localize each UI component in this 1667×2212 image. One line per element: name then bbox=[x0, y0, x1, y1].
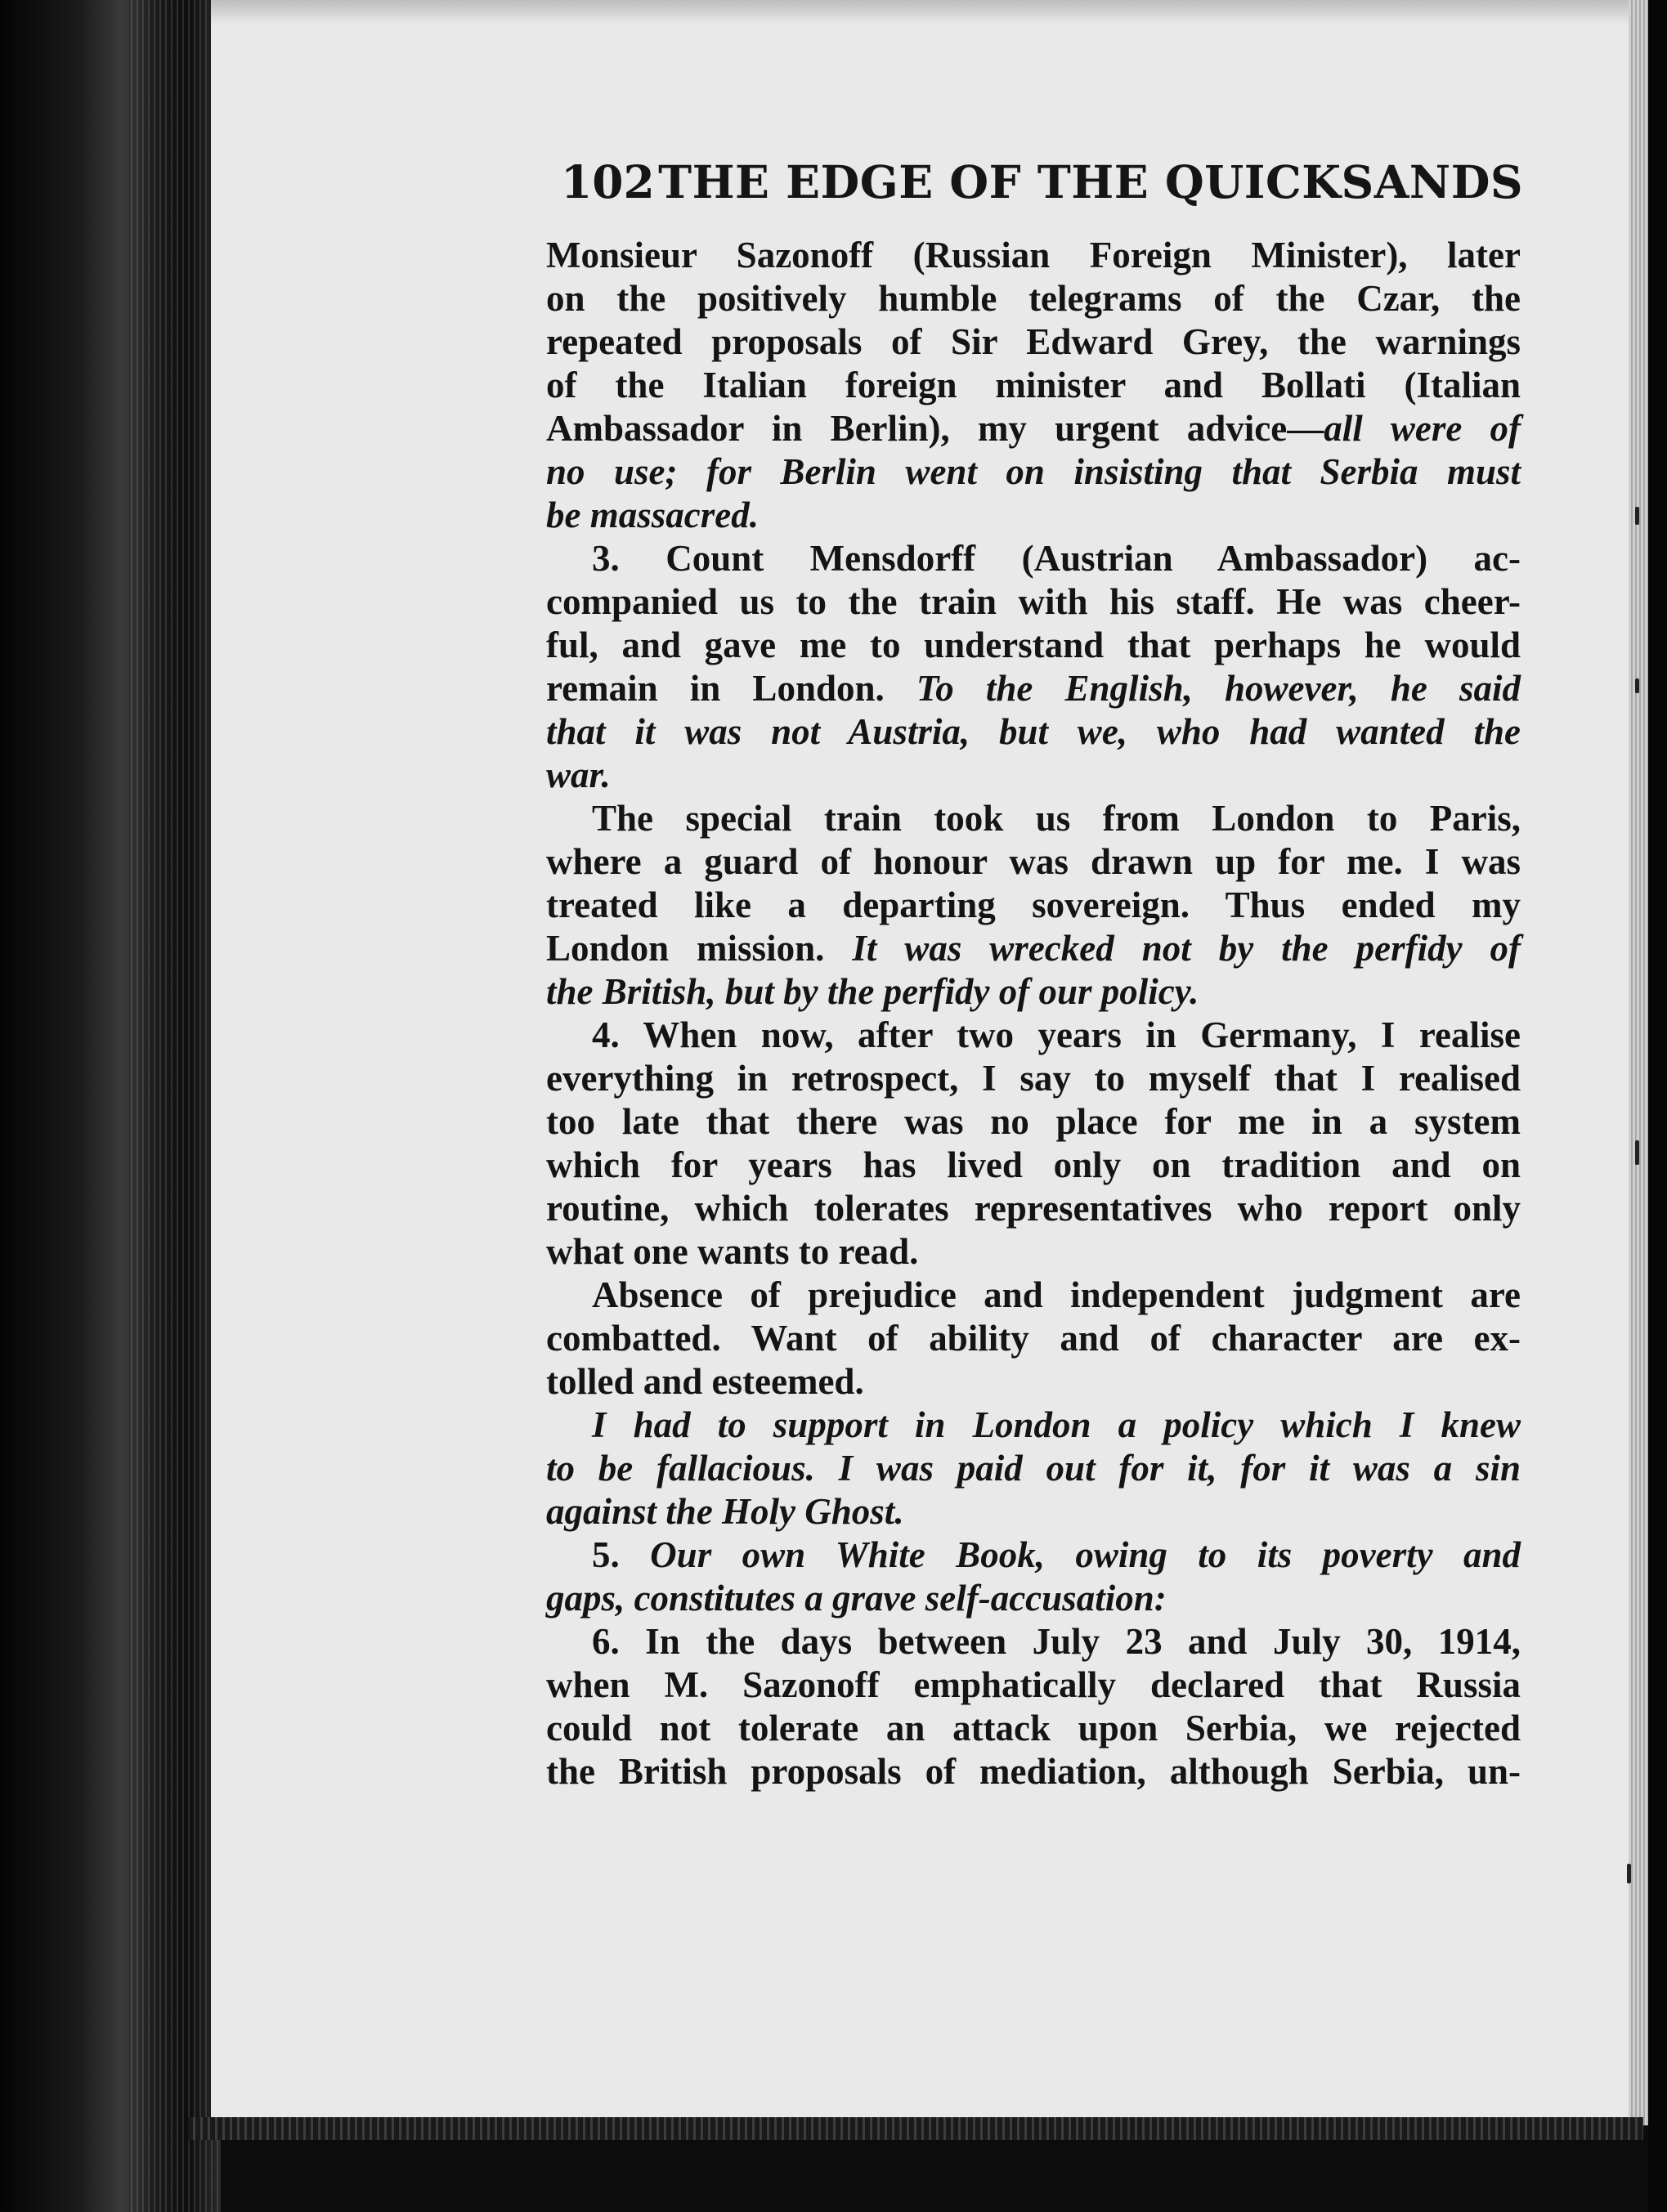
text-line bbox=[546, 234, 1521, 277]
text-line bbox=[546, 1187, 1521, 1230]
text-line bbox=[546, 1100, 1521, 1144]
text-line bbox=[546, 1750, 1521, 1793]
page-number: 102 bbox=[561, 155, 655, 208]
text-line bbox=[546, 537, 1521, 580]
text-segment: tolled and esteemed. bbox=[546, 1361, 864, 1402]
page-bottom-edge bbox=[188, 2117, 1643, 2140]
italic-text: the British, but by the perfidy of our policy. bbox=[546, 971, 1199, 1012]
page-right-edge bbox=[1629, 0, 1650, 2125]
text-line bbox=[546, 494, 1521, 537]
text-line bbox=[546, 624, 1521, 667]
text-line bbox=[546, 927, 1521, 970]
italic-text: against the Holy Ghost. bbox=[546, 1491, 904, 1532]
text-line bbox=[546, 710, 1521, 754]
text-line bbox=[546, 1534, 1521, 1577]
text-line bbox=[546, 450, 1521, 494]
text-segment: could not tolerate an attack upon Serbia, we rejected bbox=[546, 1708, 1521, 1749]
italic-text: It was wrecked not by the perfidy of bbox=[852, 928, 1521, 969]
text-line bbox=[546, 1490, 1521, 1534]
italic-text: Our own White Book, owing to its poverty and bbox=[650, 1534, 1521, 1575]
text-line bbox=[546, 407, 1521, 450]
text-segment: repeated proposals of Sir Edward Grey, the warnings bbox=[546, 321, 1521, 362]
text-segment: routine, which tolerates representatives who report only bbox=[546, 1188, 1521, 1229]
text-line bbox=[546, 320, 1521, 364]
italic-text: war. bbox=[546, 754, 611, 795]
text-line bbox=[546, 1707, 1521, 1750]
text-line bbox=[546, 1577, 1521, 1620]
text-segment: 4. When now, after two years in Germany, I realise bbox=[592, 1014, 1521, 1055]
text-line bbox=[546, 884, 1521, 927]
text-segment: remain in London. bbox=[546, 668, 916, 709]
italic-text: To the English, however, he said bbox=[916, 668, 1521, 709]
text-segment: London mission. bbox=[546, 928, 853, 969]
text-segment: the British proposals of mediation, although Serbia, un- bbox=[546, 1751, 1521, 1792]
text-line bbox=[546, 1360, 1521, 1404]
text-segment: Ambassador in Berlin), my urgent advice— bbox=[546, 408, 1324, 449]
text-segment: The special train took us from London to Paris, bbox=[592, 798, 1521, 839]
text-line bbox=[546, 580, 1521, 624]
text-line bbox=[546, 754, 1521, 797]
text-segment: Monsieur Sazonoff (Russian Foreign Minister), later bbox=[546, 235, 1521, 275]
scan-border-right bbox=[1648, 0, 1667, 2212]
running-title: THE EDGE OF THE QUICKSANDS bbox=[658, 155, 1524, 208]
text-segment: ful, and gave me to understand that perhaps he would bbox=[546, 625, 1521, 665]
text-line bbox=[546, 364, 1521, 407]
text-line bbox=[546, 1404, 1521, 1447]
margin-speck bbox=[1635, 678, 1639, 693]
text-segment: which for years has lived only on tradition and on bbox=[546, 1144, 1521, 1185]
running-head bbox=[561, 155, 1524, 221]
text-line bbox=[546, 667, 1521, 710]
text-segment: combatted. Want of ability and of character are ex- bbox=[546, 1318, 1521, 1359]
text-segment: of the Italian foreign minister and Bollati (Italian bbox=[546, 365, 1521, 405]
text-line bbox=[546, 797, 1521, 840]
body-text bbox=[546, 234, 1521, 1793]
text-segment: where a guard of honour was drawn up for me. I was bbox=[546, 841, 1521, 882]
text-line bbox=[546, 1447, 1521, 1490]
text-line bbox=[546, 1057, 1521, 1100]
text-segment: 5. bbox=[592, 1534, 651, 1575]
text-segment: what one wants to read. bbox=[546, 1231, 919, 1272]
margin-speck bbox=[1635, 507, 1639, 525]
italic-text: be massacred. bbox=[546, 495, 759, 535]
spine-binding-texture bbox=[131, 0, 221, 2212]
margin-speck bbox=[1627, 1864, 1631, 1883]
text-line bbox=[546, 1144, 1521, 1187]
text-segment: on the positively humble telegrams of the Czar, the bbox=[546, 278, 1521, 319]
text-line bbox=[546, 1620, 1521, 1663]
text-line bbox=[546, 1014, 1521, 1057]
text-segment: 6. In the days between July 23 and July 30, 1914, bbox=[592, 1621, 1521, 1662]
italic-text: all were of bbox=[1324, 408, 1521, 449]
margin-speck bbox=[1635, 1140, 1639, 1165]
text-line bbox=[546, 1663, 1521, 1707]
text-line bbox=[546, 840, 1521, 884]
italic-text: that it was not Austria, but we, who had wanted the bbox=[546, 711, 1521, 752]
text-segment: when M. Sazonoff emphatically declared that Russia bbox=[546, 1664, 1521, 1705]
text-line bbox=[546, 1274, 1521, 1317]
italic-text: no use; for Berlin went on insisting that Serbia must bbox=[546, 451, 1521, 492]
text-line bbox=[546, 277, 1521, 320]
italic-text: to be fallacious. I was paid out for it, for it was a sin bbox=[546, 1448, 1521, 1489]
text-segment: 3. Count Mensdorff (Austrian Ambassador) ac- bbox=[592, 538, 1521, 579]
page-top-shadow bbox=[211, 0, 1648, 25]
text-segment: companied us to the train with his staff. He was cheer- bbox=[546, 581, 1521, 622]
italic-text: I had to support in London a policy which I knew bbox=[592, 1404, 1521, 1445]
text-segment: everything in retrospect, I say to myself that I realised bbox=[546, 1058, 1521, 1099]
text-line bbox=[546, 970, 1521, 1014]
text-line bbox=[546, 1230, 1521, 1274]
text-segment: Absence of prejudice and independent judgment are bbox=[592, 1274, 1521, 1315]
text-segment: treated like a departing sovereign. Thus ended my bbox=[546, 884, 1521, 925]
italic-text: gaps, constitutes a grave self-accusation: bbox=[546, 1578, 1167, 1619]
text-line bbox=[546, 1317, 1521, 1360]
text-segment: too late that there was no place for me in a system bbox=[546, 1101, 1521, 1142]
